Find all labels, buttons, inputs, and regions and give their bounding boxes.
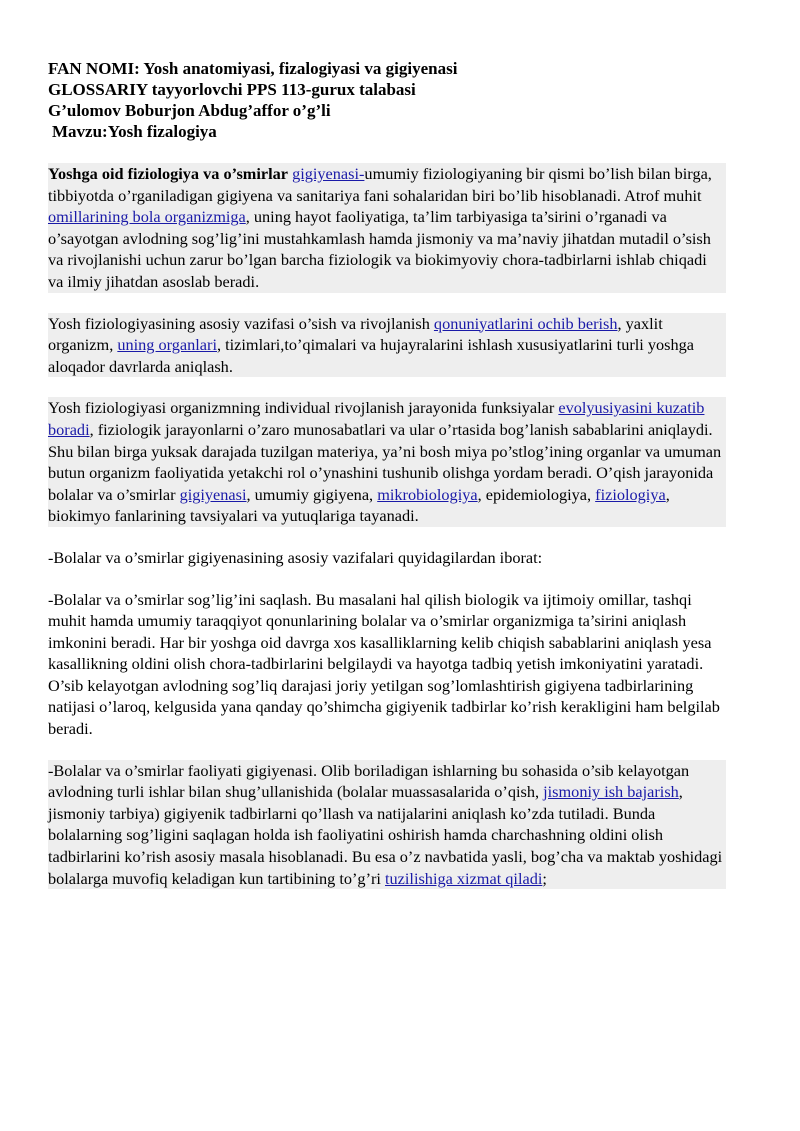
link-gigiyenasi[interactable]: gigiyenasi- xyxy=(292,164,365,183)
paragraph-intro xyxy=(48,163,726,293)
link-jismoniy-ish-bajarish[interactable]: jismoniy ish bajarish xyxy=(543,782,679,802)
intro-bold-lead: Yoshga oid fiziologiya va o’smirlar xyxy=(48,164,288,183)
document-header xyxy=(48,58,728,142)
paragraph-text: -Bolalar va o’smirlar gigiyenasining asosiy vazifalari quyidagilardan iborat: xyxy=(48,547,543,567)
link-uning-organlari[interactable]: uning organlari xyxy=(117,335,217,355)
glossary-author-line: GLOSSARIY tayyorlovchi PPS 113-gurux talabasi xyxy=(48,80,416,99)
topic-title: Mavzu:Yosh fizalogiya xyxy=(52,122,217,141)
paragraph-text: , fiziologik jarayonlarni o’zaro munosabatlari va ular o’rtasida bog’lanish sabablarini aniqlaydi. Shu bilan birga yuksak darajada tuzilgan materiya, ya’ni bosh miya po’stlog’ining organlar va umuman butun organizm faoliyatida yetakchi rol o’ynashini tushunib olishga yordam beradi. O’qish jarayonida bolalar va o’smirlar xyxy=(48,419,722,504)
paragraph-development xyxy=(48,397,726,527)
paragraph-text: , uning hayot faoliyatiga, ta’lim tarbiyasiga ta’sirini o’rganadi va o’sayotgan avlodning sog’lig’ini mustahkamlash hamda jismoniy va ma’naviy jihatdan mutadil o’sish va rivojlanishi uchun zarur bo’lgan barcha fiziologik va biokimyoviy chora-tadbirlarni ishlab chiqadi va ilmiy jihatdan asoslab beradi. xyxy=(48,207,711,291)
paragraph-health-protection xyxy=(48,589,726,740)
paragraph-text: , jismoniy tarbiya) gigiyenik tadbirlarni qo’llash va natijalarini aniqlash ko’zda tutiladi. Bunda bolalarning sog’ligini saqlagan holda ish faoliyatini oshirish hamda charchashning oldini olish tadbirlarini ko’rish asosiy masala hisoblanadi. Bu esa o’z navbatida yasli, bog’cha va maktab yoshidagi bolalarga muvofiq keladigan kun tartibining to’g’ri xyxy=(48,782,723,888)
paragraph-text: -Bolalar va o’smirlar sog’lig’ini saqlash. Bu masalani hal qilish biologik va ijtimoiy omillar, tashqi muhit hamda umumiy taraqqiyot qonunlarining bolalar va o’smirlar organizmiga ta’sirini aniqlash imkonini beradi. Har bir yoshga oid davrga xos kasalliklarning kelib chiqish sabablarini aniqlash yesa kasallikning oldini olish chora-tadbirlarini belgilaydi va hayotga tadbiq yetish imkoniyatini yaratadi. O’sib kelayotgan avlodning sog’liq darajasi joriy yetilgan sog’lomlashtirish gigiyena tadbirlarining natijasi o’laroq, kelgusida yana qanday qo’shimcha gigiyenik tadbirlar ko’rish kerakligini ham belgilab beradi. xyxy=(48,589,720,739)
paragraph-text: , yaxlit organizm, xyxy=(48,313,663,355)
paragraph-main-task xyxy=(48,313,726,378)
paragraph-text: ; xyxy=(542,868,547,888)
link-evolyusiyasini-kuzatib-boradi[interactable]: evolyusiyasini kuzatib boradi xyxy=(48,398,705,439)
paragraph-activity-hygiene xyxy=(48,760,726,890)
paragraph-text: Yosh fiziologiyasining asosiy vazifasi o’sish va rivojlanish xyxy=(48,313,430,333)
document-page xyxy=(48,58,728,889)
link-qonuniyatlarini-ochib-berish[interactable]: qonuniyatlarini ochib berish xyxy=(433,313,618,333)
paragraph-text: Yosh fiziologiyasi organizmning individual rivojlanish jarayonida funksiyalar xyxy=(48,398,555,418)
link-fiziologiya[interactable]: fiziologiya xyxy=(595,484,666,504)
author-name: G’ulomov Boburjon Abdug’affor o’g’li xyxy=(48,101,331,120)
paragraph-tasks-intro xyxy=(48,547,726,569)
subject-title: FAN NOMI: Yosh anatomiyasi, fizalogiyasi va gigiyenasi xyxy=(48,59,458,78)
paragraph-text: , umumiy gigiyena, xyxy=(246,484,374,504)
link-tuzilishiga-xizmat-qiladi[interactable]: tuzilishiga xizmat qiladi xyxy=(385,868,543,888)
link-mikrobiologiya[interactable]: mikrobiologiya xyxy=(377,484,478,504)
paragraph-text: , tizimlari,to’qimalari va hujayralarini ishlash xususiyatlarini turli yoshga aloqador davrlarda aniqlash. xyxy=(48,335,695,376)
link-gigiyenasi-2[interactable]: gigiyenasi xyxy=(179,484,247,504)
paragraph-text: , epidemiologiya, xyxy=(477,484,592,504)
paragraph-text: , biokimyo fanlarining tavsiyalari va yutuqlariga tayanadi. xyxy=(48,484,670,526)
link-omillarining-bola-organizmiga[interactable]: omillarining bola organizmiga xyxy=(48,207,246,227)
paragraph-text: -Bolalar va o’smirlar faoliyati gigiyenasi. Olib boriladigan ishlarning bu sohasida o’sib kelayotgan avlodning turli ishlar bilan shug’ullanishida (bolalar muassasalarida o’qish, xyxy=(48,760,690,802)
paragraph-text: umumiy fiziologiyaning bir qismi bo’lish bilan birga, tibbiyotda o’rganiladigan gigiyena va sanitariya fani sohalaridan biri bo’lib hisoblanadi. Atrof muhit xyxy=(48,164,712,205)
